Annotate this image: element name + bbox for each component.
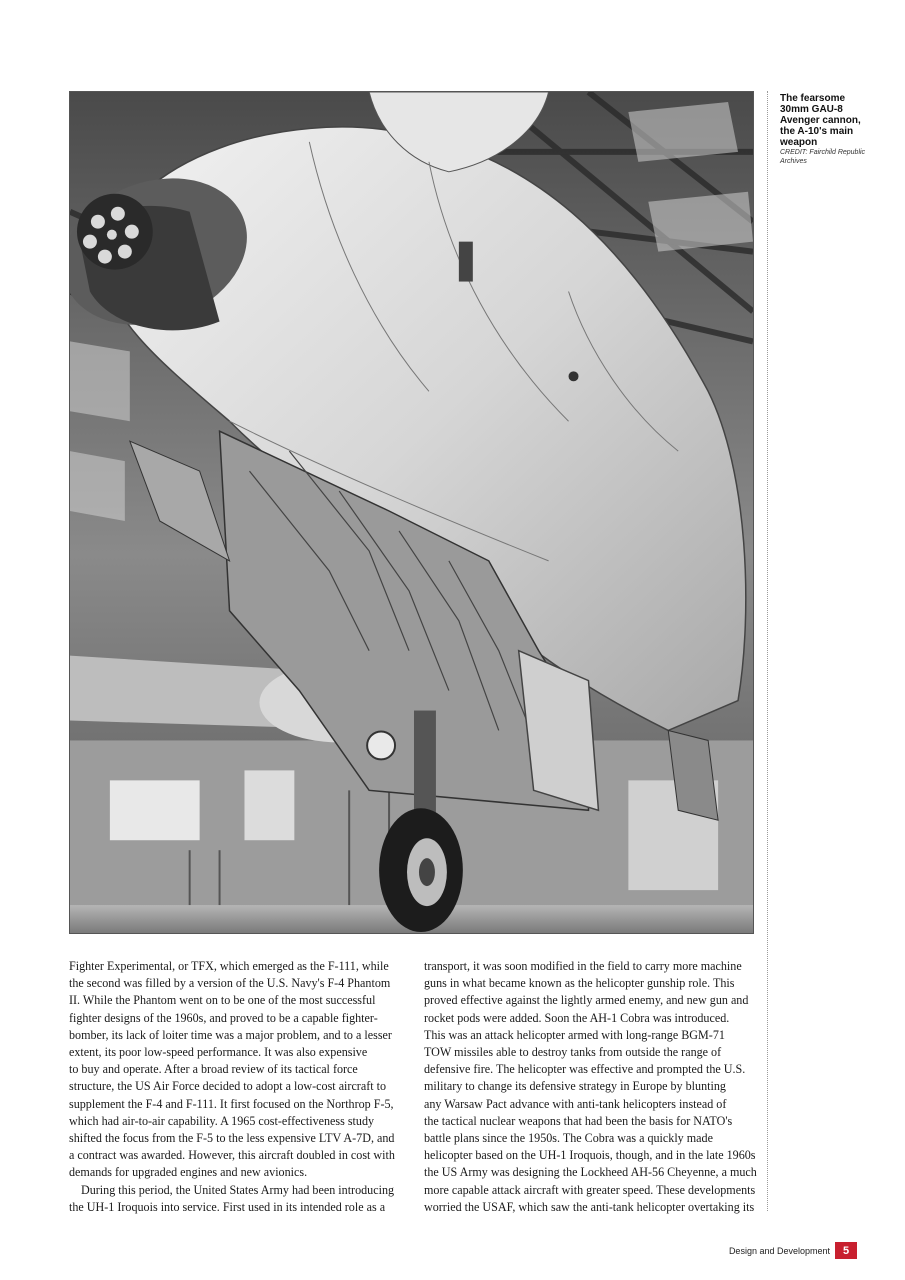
caption-title: The fearsome 30mm GAU-8 Avenger cannon, the A-10's main weapon <box>780 93 861 148</box>
a10-nose-illustration <box>70 92 753 933</box>
text-line: the tactical nuclear weapons that had been the basis for NATO's <box>424 1113 733 1128</box>
text-line: defensive fire. The helicopter was effective and prompted the U.S. <box>424 1062 746 1077</box>
text-line: demands for upgraded engines and new avionics. <box>69 1165 308 1180</box>
margin-rule <box>767 91 768 1211</box>
text-line: TOW missiles able to destroy tanks from outside the range of <box>424 1045 722 1060</box>
figure-caption <box>780 93 880 166</box>
text-line: helicopter based on the UH-1 Iroquois, though, and in the late 1960s <box>424 1148 756 1163</box>
text-line: the UH-1 Iroquois into service. First used in its intended role as a <box>69 1199 386 1214</box>
text-line: battle plans since the 1950s. The Cobra was a quickly made <box>424 1131 713 1146</box>
page-footer <box>729 1242 857 1259</box>
text-line: to buy and operate. After a broad review of its tactical force <box>69 1062 358 1077</box>
text-line: structure, the US Air Force decided to adopt a low-cost aircraft to <box>69 1079 387 1094</box>
text-line: extent, its poor low-speed performance. It was also expensive <box>69 1045 368 1060</box>
text-line: Fighter Experimental, or TFX, which emerged as the F-111, while <box>69 959 389 973</box>
text-line: transport, it was soon modified in the field to carry more machine <box>424 959 742 973</box>
text-line: which had air-to-air capability. A 1965 cost-effectiveness study <box>69 1113 375 1128</box>
text-line: the US Army was designing the Lockheed AH-56 Cheyenne, a much <box>424 1165 757 1180</box>
text-line: fighter designs of the 1960s, and proved to be a capable fighter- <box>69 1010 378 1025</box>
text-line: guns in what became known as the helicopter gunship role. This <box>424 976 735 991</box>
text-line: supplement the F-4 and F-111. It first focused on the Northrop F-5, <box>69 1096 394 1111</box>
text-line: the second was filled by a version of the U.S. Navy's F-4 Phantom <box>69 976 391 991</box>
caption-credit: CREDIT: Fairchild Republic Archives <box>780 149 866 165</box>
text-line: This was an attack helicopter armed with long-range BGM-71 <box>424 1027 725 1042</box>
text-line: worried the USAF, which saw the anti-tank helicopter overtaking its <box>424 1199 755 1214</box>
text-line: During this period, the United States Army had been introducing <box>81 1182 395 1197</box>
text-line: II. While the Phantom went on to be one of the most successful <box>69 993 376 1008</box>
page-number-badge: 5 <box>835 1242 857 1259</box>
text-line: proved effective against the lightly armed enemy, and new gun and <box>424 993 749 1008</box>
text-line: more capable attack aircraft with greater speed. These developments <box>424 1182 756 1197</box>
cannon-photo <box>69 91 754 934</box>
text-line: shifted the focus from the F-5 to the less expensive LTV A-7D, and <box>69 1131 395 1146</box>
text-line: a contract was awarded. However, this aircraft doubled in cost with <box>69 1148 395 1163</box>
text-column-left <box>69 958 404 1216</box>
text-line: bomber, its lack of loiter time was a major problem, and to a lesser <box>69 1027 392 1042</box>
footer-section-title: Design and Development <box>728 1245 830 1256</box>
text-line: rocket pods were added. Soon the AH-1 Cobra was introduced. <box>424 1010 730 1025</box>
text-column-right <box>424 958 759 1216</box>
text-line: any Warsaw Pact advance with anti-tank helicopters instead of <box>424 1096 727 1111</box>
text-line: military to change its defensive strategy in Europe by blunting <box>424 1079 726 1094</box>
